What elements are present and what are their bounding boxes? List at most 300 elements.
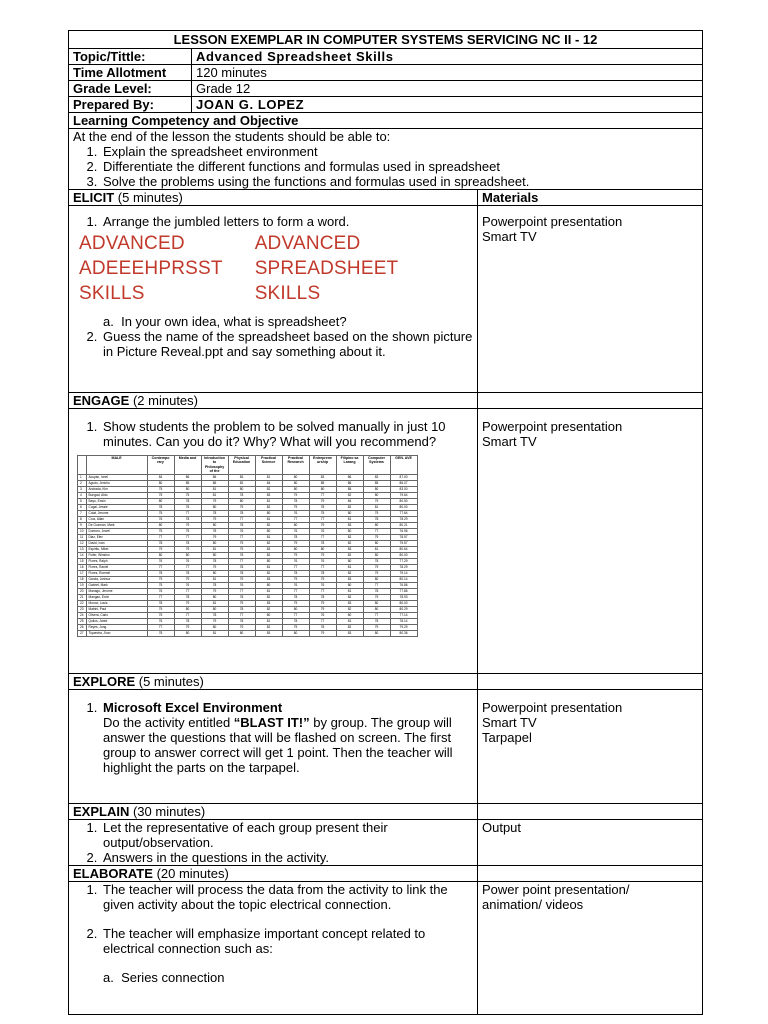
grade-table-cell: 80 xyxy=(147,480,174,486)
grade-table-cell: 78 xyxy=(363,588,390,594)
grade-table-cell: 82 xyxy=(255,540,282,546)
grade-table-cell: 80.00 xyxy=(390,600,417,606)
grade-table-header-cell: Computer Systems xyxy=(363,456,390,475)
jumbled-word-block xyxy=(79,231,223,306)
grade-table-cell: 79 xyxy=(282,576,309,582)
grade-table-cell: 78 xyxy=(228,510,255,516)
grade-table-cell: 80 xyxy=(282,606,309,612)
grade-table-cell: 1 xyxy=(78,474,87,480)
answer-word: ADVANCED xyxy=(254,233,361,254)
grade-table-cell: 77 xyxy=(228,612,255,618)
info-row-time xyxy=(69,65,703,81)
grade-table-cell: 79 xyxy=(309,552,336,558)
objectives-cell xyxy=(69,129,703,190)
jumbled-word: ADEEEHPRSST xyxy=(79,258,223,279)
grade-table-cell: 77 xyxy=(309,516,336,522)
objective-item: 3. Solve the problems using the functions and formulas used in spreadsheet. xyxy=(101,174,698,189)
section-name: EXPLORE xyxy=(73,674,136,689)
engage-heading xyxy=(69,393,478,409)
grade-table-cell: 80 xyxy=(282,486,309,492)
grade-table-cell: 78 xyxy=(174,540,201,546)
lesson-exemplar-document xyxy=(68,30,702,1015)
grade-table-cell: 83 xyxy=(255,600,282,606)
grade-table-cell: 83 xyxy=(309,474,336,480)
grade-table-cell: 79 xyxy=(174,600,201,606)
jumbled-words xyxy=(79,231,473,306)
grade-table-cell: 80 xyxy=(282,630,309,636)
grade-table-cell: 80 xyxy=(228,630,255,636)
grade-table-cell: 78 xyxy=(282,570,309,576)
grade-table-cell: 75 xyxy=(147,612,174,618)
lesson-table xyxy=(68,30,703,1015)
grade-table-cell: 79.29 xyxy=(390,624,417,630)
grade-table-cell: 76 xyxy=(228,528,255,534)
grade-table-cell: 79 xyxy=(201,534,228,540)
grade-table-cell: 79 xyxy=(363,594,390,600)
grade-table-cell: Quilos, Jared xyxy=(86,618,147,624)
grade-table-cell: 83 xyxy=(255,546,282,552)
grade-table-cell: 78 xyxy=(147,630,174,636)
grade-table-cell: 78 xyxy=(147,504,174,510)
engage-item: 1. Show students the problem to be solved manually in just 10 minutes. Can you do it? Why? What will you recommend? xyxy=(101,419,473,449)
grade-table-cell: 80 xyxy=(309,486,336,492)
grade-table-cell: 75 xyxy=(147,486,174,492)
grade-table-cell: 19 xyxy=(78,582,87,588)
grade-table-cell: 86 xyxy=(201,480,228,486)
grade-table-cell: 78 xyxy=(201,558,228,564)
grade-table-cell: 80 xyxy=(363,492,390,498)
grade-table-cell: 79 xyxy=(174,522,201,528)
info-value: 120 minutes xyxy=(192,65,703,81)
grade-table-cell: 82 xyxy=(336,504,363,510)
grade-table-cell: 80.21 xyxy=(390,522,417,528)
grade-table-cell: 82 xyxy=(255,570,282,576)
grade-table-cell: 76 xyxy=(309,528,336,534)
grade-table-cell: 81 xyxy=(336,618,363,624)
grade-table-cell: 78 xyxy=(309,624,336,630)
grade-table-cell: 79 xyxy=(282,552,309,558)
grade-table-cell: 77 xyxy=(147,564,174,570)
grade-table-cell: 78.14 xyxy=(390,618,417,624)
grade-table-cell: 77.86 xyxy=(390,588,417,594)
grade-table-cell: 79 xyxy=(147,576,174,582)
grade-table-cell: 81 xyxy=(201,630,228,636)
info-label: Time Allotment xyxy=(69,65,192,81)
info-value: Advanced Spreadsheet Skills xyxy=(192,49,703,65)
grade-table-cell: 78 xyxy=(228,594,255,600)
grade-table-cell: 27 xyxy=(78,630,87,636)
jumbled-word: SKILLS xyxy=(79,283,145,304)
grade-table-cell: Dumoro, Jewel xyxy=(86,528,147,534)
grade-table-cell: 78 xyxy=(147,540,174,546)
elaborate-materials xyxy=(478,882,703,1015)
grade-table-cell: 80 xyxy=(282,474,309,480)
grade-table-cell: 75 xyxy=(147,528,174,534)
info-label: Topic/Tittle: xyxy=(69,49,192,65)
grade-table-cell: 77 xyxy=(282,516,309,522)
grade-table-cell: 78 xyxy=(201,582,228,588)
grade-table-cell: 16 xyxy=(78,564,87,570)
grade-table-cell: 76 xyxy=(309,558,336,564)
grade-table-cell: 80 xyxy=(255,510,282,516)
grade-table-cell: 79 xyxy=(228,600,255,606)
grade-table-cell: Flores, Raniel xyxy=(86,564,147,570)
grade-table-cell: 80.64 xyxy=(390,546,417,552)
grade-table-cell: 80 xyxy=(201,504,228,510)
grade-table-cell: 77 xyxy=(228,558,255,564)
grade-table-cell: 77 xyxy=(363,612,390,618)
grade-table-cell: 75 xyxy=(174,528,201,534)
grade-table-cell: 77 xyxy=(174,510,201,516)
explain-materials xyxy=(478,820,703,866)
grade-table-cell: 78 xyxy=(309,540,336,546)
grade-table-cell: 81 xyxy=(336,564,363,570)
grade-table-cell: 78 xyxy=(228,552,255,558)
explore-heading xyxy=(69,674,478,690)
grade-table-cell: 81 xyxy=(255,534,282,540)
info-value: Grade 12 xyxy=(192,81,703,97)
grade-table-cell: 83.00 xyxy=(390,486,417,492)
grade-table-cell: Agudo, Jericho xyxy=(86,480,147,486)
grade-table-cell: 77 xyxy=(282,588,309,594)
grade-table-cell: 80 xyxy=(174,606,201,612)
grade-table-cell: 76 xyxy=(147,618,174,624)
grade-table-cell: Bayo, Erwin xyxy=(86,498,147,504)
grade-table-cell: 75 xyxy=(147,510,174,516)
grade-table-cell: 76 xyxy=(228,582,255,588)
grade-table-cell: 80 xyxy=(147,522,174,528)
engage-materials xyxy=(478,409,703,674)
grade-table-cell: 79 xyxy=(309,498,336,504)
grade-table-cell: 81 xyxy=(336,588,363,594)
grade-table-cell: 2 xyxy=(78,480,87,486)
grade-table-cell: 79 xyxy=(309,630,336,636)
grade-table-cell: 5 xyxy=(78,498,87,504)
elicit-item: 2. Guess the name of the spreadsheet based on the shown picture in Picture Reveal.ppt and say something about it. xyxy=(101,329,473,359)
grade-table-cell: 76 xyxy=(147,588,174,594)
grade-table-cell: 79.14 xyxy=(390,570,417,576)
grade-table-cell: 86 xyxy=(201,474,228,480)
grade-table-cell: 80 xyxy=(201,624,228,630)
grade-table-cell: 80 xyxy=(174,486,201,492)
grade-table-cell: 80 xyxy=(282,546,309,552)
grade-table-cell: 78 xyxy=(174,498,201,504)
elaborate-heading xyxy=(69,866,478,882)
explore-item-title: 1. Microsoft Excel Environment xyxy=(103,700,283,715)
grade-table-cell: 79 xyxy=(201,564,228,570)
grade-table-cell: 75 xyxy=(174,492,201,498)
grade-table-cell: 81 xyxy=(201,486,228,492)
grade-table-cell: 82 xyxy=(228,480,255,486)
grade-table-cell: 81 xyxy=(336,516,363,522)
grade-table-cell: 79 xyxy=(228,540,255,546)
grade-table-cell: 77 xyxy=(228,516,255,522)
grade-table-cell: 82 xyxy=(255,552,282,558)
grade-table-cell: 77 xyxy=(228,588,255,594)
grade-table-cell: Flores, Romnel xyxy=(86,570,147,576)
grade-table-cell: 81 xyxy=(255,474,282,480)
grade-table-cell: 80 xyxy=(363,522,390,528)
grade-table-cell: 82 xyxy=(255,606,282,612)
grade-table-cell: 79 xyxy=(201,588,228,594)
grade-table-cell: 77 xyxy=(282,564,309,570)
grade-table-cell: 79.57 xyxy=(390,540,417,546)
grade-table-cell: 82 xyxy=(336,492,363,498)
grade-table-cell: 81 xyxy=(255,516,282,522)
grade-table-cell: 76 xyxy=(282,582,309,588)
grade-table-header-cell: Media and xyxy=(174,456,201,475)
activity-name: “BLAST IT!” xyxy=(233,715,310,730)
elicit-item: 1. Arrange the jumbled letters to form a word. xyxy=(101,214,473,229)
grade-table-cell: 78 xyxy=(228,606,255,612)
grade-table-cell: 79 xyxy=(363,624,390,630)
grade-table-cell: 80 xyxy=(363,540,390,546)
grade-table-cell: 77 xyxy=(363,528,390,534)
grade-table-cell: 78.93 xyxy=(390,594,417,600)
grade-table-cell: 78 xyxy=(363,558,390,564)
grade-table-cell: 76 xyxy=(282,510,309,516)
objective-item: 1. Explain the spreadsheet environment xyxy=(101,144,698,159)
grade-table-cell: 85 xyxy=(336,486,363,492)
grade-table-cell: 76 xyxy=(282,528,309,534)
grade-table-cell: 87.00 xyxy=(390,474,417,480)
grade-table-cell: 80 xyxy=(363,630,390,636)
grade-table-cell: 78 xyxy=(228,570,255,576)
grade-table-cell: 76 xyxy=(147,558,174,564)
grade-table-cell: 80 xyxy=(174,552,201,558)
grade-table-cell: 14 xyxy=(78,552,87,558)
info-row-topic xyxy=(69,49,703,65)
grade-table-header-row xyxy=(78,456,418,475)
explore-text-pre: Do the activity entitled xyxy=(103,715,234,730)
grade-table-cell: 79 xyxy=(228,546,255,552)
grade-table-cell: 78 xyxy=(282,498,309,504)
grade-table-header-cell: MALE xyxy=(86,456,147,475)
grade-table-cell: 82 xyxy=(255,522,282,528)
grade-table-header-cell: Practical Science xyxy=(255,456,282,475)
grade-table-cell: 75 xyxy=(309,510,336,516)
grade-table-cell: 80 xyxy=(201,552,228,558)
grade-table-cell: 80 xyxy=(228,486,255,492)
grade-table-cell: 76 xyxy=(174,582,201,588)
grade-table-cell: 78 xyxy=(174,594,201,600)
grade-table-cell: 78 xyxy=(147,570,174,576)
grade-table-cell: 78 xyxy=(309,570,336,576)
grade-table-cell: 77 xyxy=(147,594,174,600)
grade-table-cell: 12 xyxy=(78,540,87,546)
answer-word: SPREADSHEET xyxy=(254,258,399,279)
grade-table-cell: 79 xyxy=(309,600,336,606)
grade-table-cell: 9 xyxy=(78,522,87,528)
elicit-content xyxy=(69,206,478,393)
grade-table-cell: 78.29 xyxy=(390,516,417,522)
grade-table-cell: 83 xyxy=(336,546,363,552)
grade-table-cell: 80.36 xyxy=(390,630,417,636)
grade-table-cell: 77 xyxy=(309,534,336,540)
grade-table-cell: 25 xyxy=(78,618,87,624)
grade-table-cell: 84 xyxy=(255,480,282,486)
grade-table-cell: 78 xyxy=(282,618,309,624)
section-time: (5 minutes) xyxy=(117,190,183,205)
grade-table-cell: 11 xyxy=(78,534,87,540)
objective-item: 2. Differentiate the different functions and formulas used in spreadsheet xyxy=(101,159,698,174)
grade-table-cell: 76.86 xyxy=(390,582,417,588)
document-title: LESSON EXEMPLAR IN COMPUTER SYSTEMS SERVICING NC II - 12 xyxy=(69,31,703,49)
section-name: ELABORATE xyxy=(73,866,153,881)
grade-table-cell: 78 xyxy=(147,600,174,606)
grade-table-cell: Garcia, Joshua xyxy=(86,576,147,582)
grade-table-cell: 80.50 xyxy=(390,498,417,504)
grade-table-cell: 79.64 xyxy=(390,492,417,498)
grade-table-cell: 79 xyxy=(363,510,390,516)
grade-table-cell: 80 xyxy=(255,612,282,618)
grade-table-cell: 77 xyxy=(309,588,336,594)
grade-table-cell: 7 xyxy=(78,510,87,516)
grade-table-cell: Reyes, Jong xyxy=(86,624,147,630)
grade-table-cell: 82 xyxy=(336,570,363,576)
grade-table-cell: Andrada, Kim xyxy=(86,486,147,492)
grade-table-cell: 78 xyxy=(228,522,255,528)
grade-table-cell: 83 xyxy=(336,576,363,582)
grade-table-cell: 83 xyxy=(336,522,363,528)
grade-table-cell: Cruz, Allan xyxy=(86,516,147,522)
grade-table-cell: 77 xyxy=(147,624,174,630)
elaborate-item: 1. The teacher will process the data from the activity to link the given activity about the topic electrical connection. xyxy=(101,882,473,912)
grade-table-cell: 79 xyxy=(282,600,309,606)
grade-table-cell: 82 xyxy=(336,540,363,546)
grade-table-cell: 78.29 xyxy=(390,564,417,570)
info-row-grade xyxy=(69,81,703,97)
grade-table-cell: Olivera, Carlo xyxy=(86,612,147,618)
grade-table-cell: 81 xyxy=(363,546,390,552)
grade-table-cell: 15 xyxy=(78,558,87,564)
objective-intro: At the end of the lesson the students should be able to: xyxy=(73,129,391,144)
grade-table-cell: 79 xyxy=(228,504,255,510)
grade-table-cell: 78 xyxy=(174,618,201,624)
material-item: Smart TV xyxy=(482,715,537,730)
grade-table-cell: 82 xyxy=(336,534,363,540)
elicit-sub-text: In your own idea, what is spreadsheet? xyxy=(121,314,347,329)
elaborate-item: 2. The teacher will emphasize important concept related to electrical connection such as: xyxy=(101,926,473,956)
grade-table-cell: 17 xyxy=(78,570,87,576)
grade-table-cell: 77.14 xyxy=(390,612,417,618)
elaborate-content xyxy=(69,882,478,1015)
section-time: (30 minutes) xyxy=(132,804,206,819)
explore-materials xyxy=(478,690,703,804)
grade-table-cell: 81 xyxy=(201,576,228,582)
grade-table-cell: 80 xyxy=(201,522,228,528)
grade-table-cell: 77 xyxy=(309,618,336,624)
grade-table-header-cell: Contempo rary xyxy=(147,456,174,475)
materials-header: Materials xyxy=(478,190,703,206)
grade-table-cell: 80 xyxy=(363,606,390,612)
grade-table-cell: 6 xyxy=(78,504,87,510)
grade-table-cell: 80 xyxy=(336,582,363,588)
grade-table-cell: 77.64 xyxy=(390,510,417,516)
grade-table-cell: 80 xyxy=(147,498,174,504)
grade-table-cell: 10 xyxy=(78,528,87,534)
grade-table-cell: 81 xyxy=(255,564,282,570)
grade-table-cell: 79 xyxy=(147,606,174,612)
explain-heading xyxy=(69,804,478,820)
elaborate-sub-text: Series connection xyxy=(121,970,225,985)
grade-table-cell: 81 xyxy=(201,600,228,606)
explore-item-text xyxy=(103,715,473,775)
grade-table-cell: 4 xyxy=(78,492,87,498)
jumbled-word: ADVANCED xyxy=(79,233,185,254)
grade-table-cell: 8 xyxy=(78,516,87,522)
grade-table-cell: 79 xyxy=(363,564,390,570)
grade-table-cell: 80 xyxy=(201,540,228,546)
grade-table-cell: 77 xyxy=(174,534,201,540)
info-value: JOAN G. LOPEZ xyxy=(192,97,703,113)
grade-table-header-cell: GEN. AVE xyxy=(390,456,417,475)
grade-table-cell: 21 xyxy=(78,594,87,600)
grade-table-cell: 81 xyxy=(201,546,228,552)
grade-table-cell: 81 xyxy=(255,618,282,624)
grade-table-row xyxy=(78,630,418,636)
grade-table-cell: 83 xyxy=(255,492,282,498)
explain-item: 1. Let the representative of each group present their output/observation. xyxy=(101,820,473,850)
grade-table-cell: 83 xyxy=(228,474,255,480)
grade-table-cell: 80 xyxy=(147,552,174,558)
elaborate-sub-item: a. Series connection xyxy=(103,970,225,985)
grade-table-cell: 79 xyxy=(147,546,174,552)
grade-table-cell: 85 xyxy=(174,480,201,486)
grade-table-cell: 78 xyxy=(309,504,336,510)
grade-table-cell: 85 xyxy=(309,480,336,486)
grade-table-cell: Manago, Jerome xyxy=(86,588,147,594)
grade-table-cell: 80 xyxy=(336,558,363,564)
grade-table-cell: 78 xyxy=(309,594,336,600)
grade-table-cell: 80 xyxy=(363,486,390,492)
material-item: Powerpoint presentation xyxy=(482,419,623,434)
elicit-heading xyxy=(69,190,478,206)
material-item: Powerpoint presentation xyxy=(482,214,623,229)
grade-table-cell: 77 xyxy=(309,564,336,570)
section-time: (2 minutes) xyxy=(132,393,198,408)
grade-table-cell: 78 xyxy=(201,528,228,534)
grade-table-cell: 78 xyxy=(282,594,309,600)
grade-table-cell: 77 xyxy=(174,564,201,570)
grade-table-cell: 78 xyxy=(228,492,255,498)
grade-table-cell: 84 xyxy=(336,498,363,504)
grade-table-cell: 77 xyxy=(147,534,174,540)
grade-table-cell: 80.00 xyxy=(390,552,417,558)
grade-table-cell: Fuller, Winston xyxy=(86,552,147,558)
grade-table-cell: 77 xyxy=(228,534,255,540)
grade-table-cell: 79 xyxy=(228,624,255,630)
grade-table-header-cell xyxy=(78,456,87,475)
grade-table-cell: 80 xyxy=(336,510,363,516)
grade-table-cell: 18 xyxy=(78,576,87,582)
grade-table-cell: 80 xyxy=(309,546,336,552)
grade-table-cell: David, Ivan xyxy=(86,540,147,546)
grade-table-cell: 80 xyxy=(363,552,390,558)
grade-table-cell: 78 xyxy=(228,618,255,624)
grade-table-cell: 82 xyxy=(255,486,282,492)
grade-table-cell: Mabini, Paul xyxy=(86,606,147,612)
grade-table-cell: 80 xyxy=(282,480,309,486)
grade-table-cell: 78 xyxy=(201,510,228,516)
elicit-materials xyxy=(478,206,703,393)
grade-table-cell: 79 xyxy=(174,624,201,630)
material-item: Power point presentation/ xyxy=(482,882,630,897)
elicit-sub-item: a. In your own idea, what is spreadsheet? xyxy=(103,314,347,329)
grade-table-cell: De Guzman, Mark xyxy=(86,522,147,528)
grade-table-cell: 80 xyxy=(255,528,282,534)
grade-table-cell: 79 xyxy=(282,540,309,546)
